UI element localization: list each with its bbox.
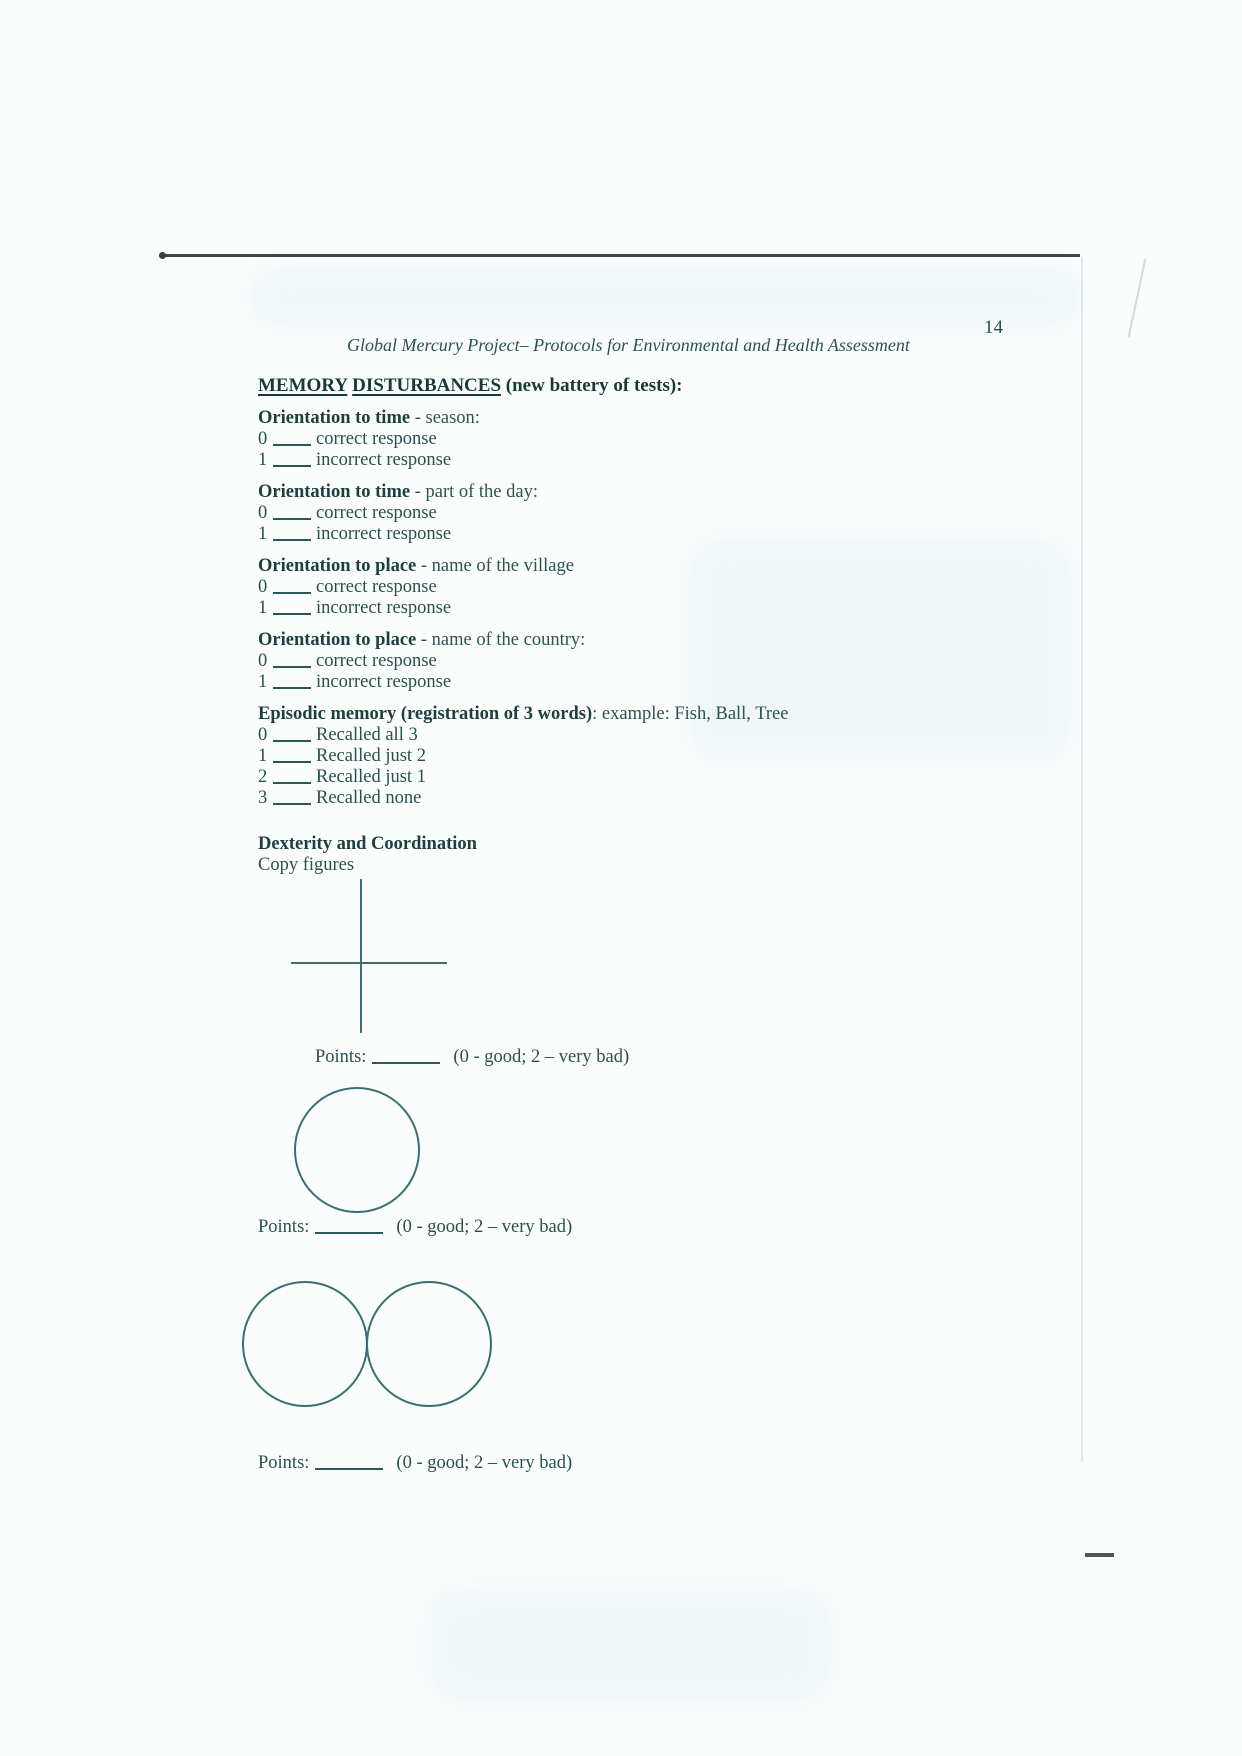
option-score-value: 1 — [258, 672, 268, 692]
test-section-episodic-memory — [258, 703, 958, 809]
scan-tint-band — [430, 1590, 830, 1700]
running-title: Global Mercury Project– Protocols for Environmental and Health Assessment — [347, 335, 910, 355]
copy-figures-instruction: Copy figures — [258, 855, 355, 875]
document-title-underlined-word: MEMORY — [258, 375, 348, 396]
option-score-value: 0 — [258, 651, 268, 671]
dexterity-section — [258, 833, 958, 876]
option-label: incorrect response — [316, 524, 452, 544]
option-label: correct response — [316, 651, 437, 671]
option-label: correct response — [316, 503, 437, 523]
dexterity-heading: Dexterity and Coordination — [258, 834, 477, 854]
option-label: incorrect response — [316, 450, 452, 470]
points-blank-line — [315, 1232, 383, 1234]
section-heading — [258, 555, 958, 577]
points-label: Points: — [258, 1453, 310, 1473]
scan-tint-band — [250, 268, 1080, 326]
option-row — [258, 577, 958, 598]
section-heading-bold: Orientation to place — [258, 630, 417, 650]
option-row — [258, 788, 958, 809]
option-row — [258, 503, 958, 524]
option-blank-line — [273, 666, 311, 668]
points-blank-line — [372, 1062, 440, 1064]
scan-top-edge-dot — [159, 252, 166, 259]
option-blank-line — [273, 761, 311, 763]
points-row — [258, 1452, 572, 1474]
option-label: Recalled none — [316, 788, 422, 808]
section-heading — [258, 629, 958, 651]
section-heading-rest: - name of the village — [416, 556, 574, 576]
option-blank-line — [273, 782, 311, 784]
points-scale-note: (0 - good; 2 – very bad) — [396, 1217, 573, 1237]
option-row — [258, 429, 958, 450]
points-label: Points: — [315, 1047, 367, 1067]
test-section-orientation-place-country — [258, 629, 958, 693]
scan-top-edge-line — [163, 254, 1080, 257]
option-blank-line — [273, 444, 311, 446]
cross-figure-horizontal-line — [291, 962, 447, 964]
option-score-value: 1 — [258, 524, 268, 544]
option-row — [258, 746, 958, 767]
option-label: Recalled all 3 — [316, 725, 418, 745]
option-score-value: 1 — [258, 746, 268, 766]
section-heading-bold: Episodic memory (registration of 3 words) — [258, 704, 593, 724]
option-label: correct response — [316, 577, 437, 597]
option-score-value: 3 — [258, 788, 268, 808]
form-content — [258, 374, 958, 876]
document-title-underlined-word: DISTURBANCES — [352, 375, 502, 396]
two-circles-figure-left — [242, 1281, 368, 1407]
option-score-value: 0 — [258, 429, 268, 449]
section-heading-rest: - part of the day: — [410, 482, 538, 502]
option-blank-line — [273, 539, 311, 541]
section-heading-rest: : example: Fish, Ball, Tree — [592, 704, 789, 724]
option-score-value: 1 — [258, 450, 268, 470]
scan-crease-mark — [1128, 259, 1147, 338]
option-row — [258, 725, 958, 746]
option-blank-line — [273, 465, 311, 467]
option-row — [258, 767, 958, 788]
section-heading — [258, 703, 958, 725]
document-title — [258, 374, 958, 397]
section-heading-bold: Orientation to time — [258, 408, 411, 428]
section-heading-bold: Orientation to time — [258, 482, 411, 502]
two-circles-figure-right — [366, 1281, 492, 1407]
scan-bottom-dash — [1085, 1553, 1114, 1557]
option-row — [258, 672, 958, 693]
option-label: incorrect response — [316, 672, 452, 692]
section-heading — [258, 481, 958, 503]
points-row — [258, 1216, 572, 1238]
option-row — [258, 524, 958, 545]
option-blank-line — [273, 740, 311, 742]
option-score-value: 1 — [258, 598, 268, 618]
section-heading-rest: - name of the country: — [416, 630, 586, 650]
cross-figure-vertical-line — [360, 879, 362, 1033]
section-heading-rest: - season: — [410, 408, 480, 428]
option-blank-line — [273, 592, 311, 594]
points-scale-note: (0 - good; 2 – very bad) — [453, 1047, 630, 1067]
option-score-value: 0 — [258, 577, 268, 597]
option-label: Recalled just 1 — [316, 767, 426, 787]
option-row — [258, 450, 958, 471]
option-label: Recalled just 2 — [316, 746, 426, 766]
points-label: Points: — [258, 1217, 310, 1237]
test-section-orientation-time-day — [258, 481, 958, 545]
option-blank-line — [273, 803, 311, 805]
option-label: correct response — [316, 429, 437, 449]
section-heading-bold: Orientation to place — [258, 556, 417, 576]
option-blank-line — [273, 687, 311, 689]
document-title-rest: (new battery of tests): — [501, 375, 683, 396]
option-score-value: 0 — [258, 725, 268, 745]
section-heading — [258, 407, 958, 429]
option-label: incorrect response — [316, 598, 452, 618]
circle-figure — [294, 1087, 420, 1213]
test-section-orientation-time-season — [258, 407, 958, 471]
paper-right-edge-line — [1081, 257, 1083, 1462]
option-row — [258, 651, 958, 672]
test-section-orientation-place-village — [258, 555, 958, 619]
points-scale-note: (0 - good; 2 – very bad) — [396, 1453, 573, 1473]
option-score-value: 0 — [258, 503, 268, 523]
option-blank-line — [273, 518, 311, 520]
page-number: 14 — [984, 317, 1003, 338]
option-row — [258, 598, 958, 619]
points-row — [315, 1046, 629, 1068]
points-blank-line — [315, 1468, 383, 1470]
option-score-value: 2 — [258, 767, 268, 787]
option-blank-line — [273, 613, 311, 615]
